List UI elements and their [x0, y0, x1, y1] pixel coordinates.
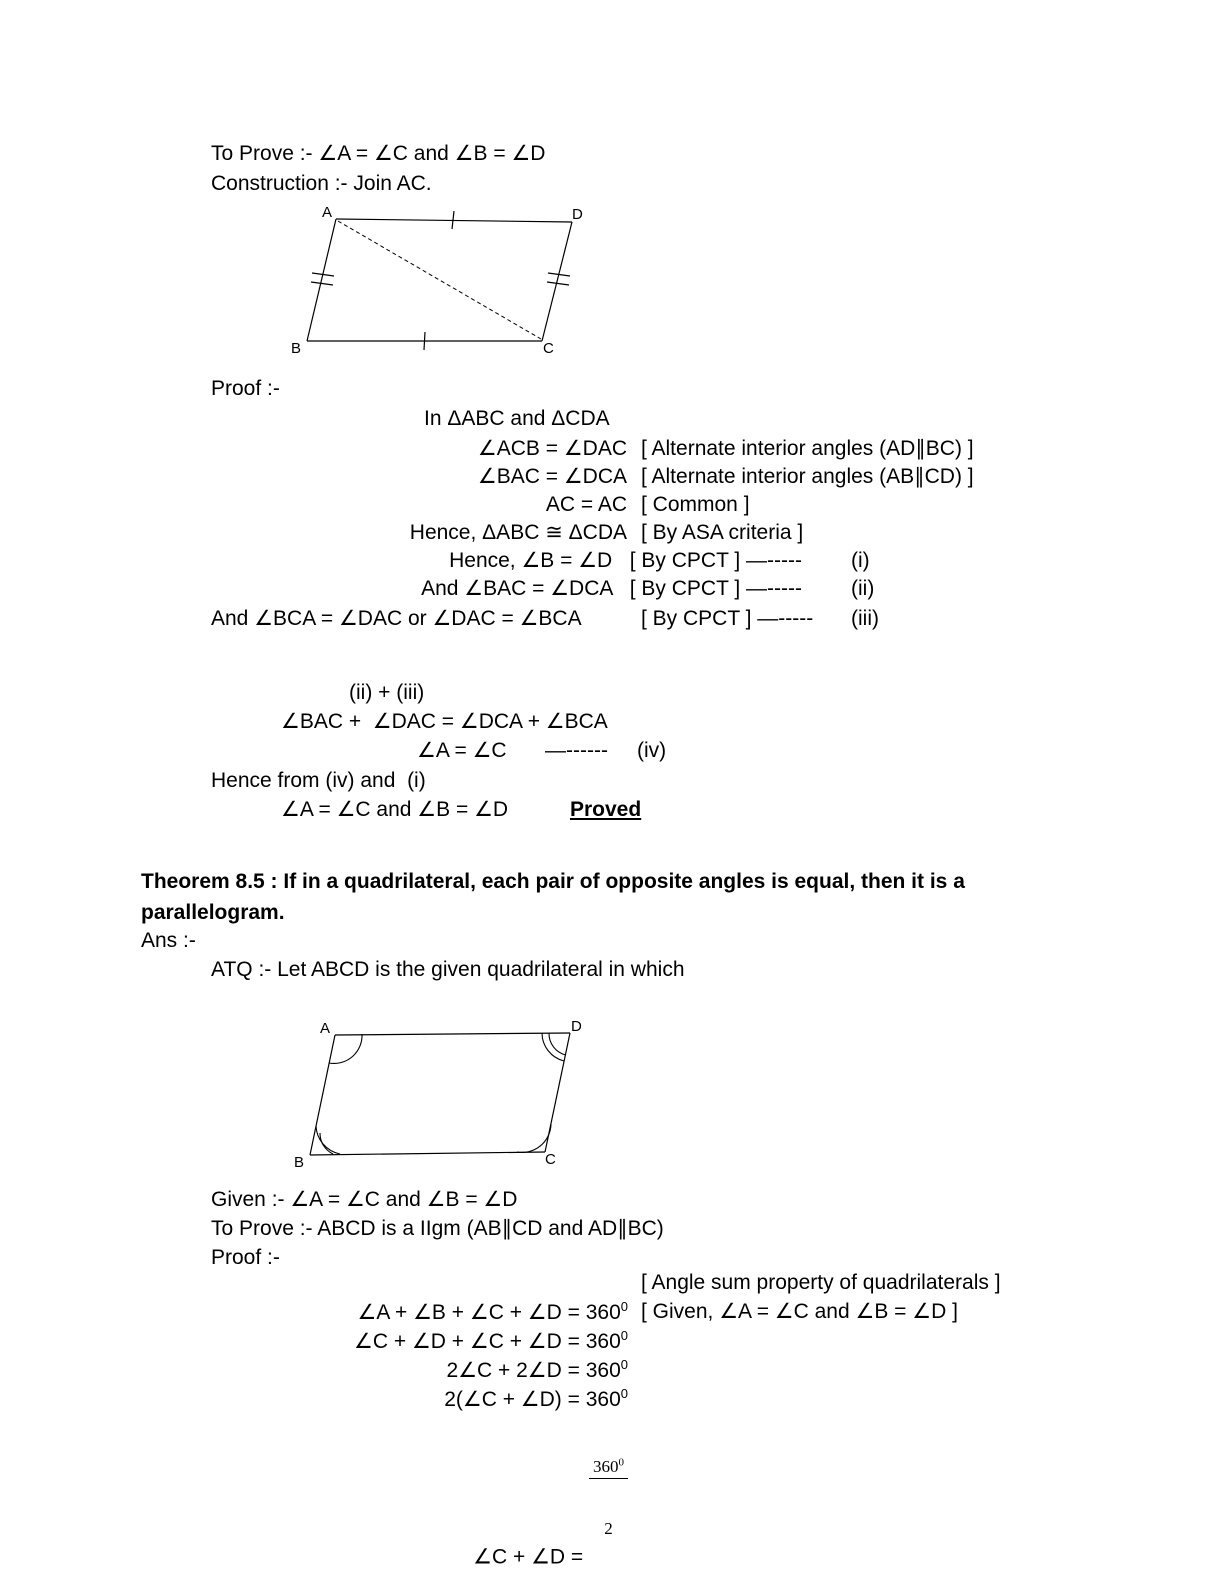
to-prove-line-1: To Prove :- ∠A = ∠C and ∠B = ∠D [211, 142, 546, 165]
figure2-vertex-label-A: A [320, 1020, 331, 1037]
theorem2-reason-2: [ Given, ∠A = ∠C and ∠B = ∠D ] [641, 1300, 958, 1323]
figure1-vertex-label-C: C [543, 340, 554, 357]
fraction-denominator: 2 [604, 1518, 613, 1538]
in-triangles-line: In ΔABC and ΔCDA [424, 407, 610, 430]
proof-reason-7: [ By CPCT ] —----- [641, 607, 814, 630]
figure2-vertex-label-C: C [545, 1151, 556, 1168]
proof-label-2: Proof :- [211, 1246, 280, 1269]
construction-line: Construction :- Join AC. [211, 172, 432, 195]
atq-line: ATQ :- Let ABCD is the given quadrilateral in which [211, 958, 685, 981]
final-result-line: ∠A = ∠C and ∠B = ∠D [281, 798, 509, 821]
theorem-8-5-title: Theorem 8.5 : If in a quadrilateral, each pair of opposite angles is equal, then it is a parallelogram. [141, 870, 965, 924]
ans-label: Ans :- [141, 929, 196, 952]
figure1-vertex-label-A: A [322, 204, 333, 221]
proof-tag-i: (i) [851, 549, 870, 572]
proof-statement-6: And ∠BAC = ∠DCA [ By CPCT ] —----- [421, 577, 802, 600]
proof-tag-iii: (iii) [851, 607, 879, 630]
sum-equation-line: ∠BAC + ∠DAC = ∠DCA + ∠BCA [281, 710, 608, 733]
theorem2-equation-5-text: ∠C + ∠D = [473, 1545, 589, 1569]
figure2-vertex-label-D: D [571, 1018, 582, 1035]
degree-symbol-3: 0 [620, 1357, 628, 1372]
proof-reason-1: [ Alternate interior angles (AD∥BC) ] [641, 437, 974, 460]
degree-symbol-1: 0 [620, 1299, 628, 1314]
proof-reason-2: [ Alternate interior angles (AB∥CD) ] [641, 465, 974, 488]
proof-tag-ii: (ii) [851, 577, 875, 600]
proof-reason-4: [ By ASA criteria ] [641, 521, 804, 544]
sum-label-line: (ii) + (iii) [349, 681, 425, 704]
theorem2-equation-3-text: 2∠C + 2∠D = 360 [446, 1359, 621, 1382]
theorem2-equation-2-text: ∠C + ∠D + ∠C + ∠D = 360 [354, 1330, 621, 1353]
degree-symbol-2: 0 [620, 1328, 628, 1343]
hence-from-line: Hence from (iv) and (i) [211, 769, 426, 792]
figure-parallelogram-with-diagonal [280, 195, 610, 370]
theorem2-equation-1-text: ∠A + ∠B + ∠C + ∠D = 360 [357, 1301, 621, 1324]
result-dash: —------ [545, 739, 608, 762]
fraction-360-over-2 [589, 1418, 628, 1577]
fraction-numerator-value: 360 [593, 1457, 619, 1477]
theorem2-equation-4-text: 2(∠C + ∠D) = 360 [444, 1388, 621, 1411]
proof-statement-7: And ∠BCA = ∠DAC or ∠DAC = ∠BCA [211, 607, 582, 630]
proved-label: Proved [570, 798, 642, 821]
theorem2-equation-5 [250, 1388, 628, 1584]
fraction-numerator [589, 1457, 628, 1479]
proof-reason-3: [ Common ] [641, 493, 750, 516]
theorem2-reason-1: [ Angle sum property of quadrilaterals ] [641, 1271, 1001, 1294]
fraction-numerator-degree: 0 [618, 1456, 624, 1469]
to-prove-line-2: To Prove :- ABCD is a IIgm (AB∥CD and AD∥BC) [211, 1217, 664, 1240]
degree-symbol-4: 0 [620, 1386, 628, 1401]
figure1-vertex-label-B: B [291, 340, 302, 357]
result-equation-line: ∠A = ∠C [417, 739, 507, 762]
figure2-vertex-label-B: B [294, 1154, 305, 1171]
figure-parallelogram-with-angle-arcs [280, 1005, 600, 1175]
proof-label-1: Proof :- [211, 377, 280, 400]
proof-statement-3: AC = AC [545, 493, 627, 516]
proof-statement-4: Hence, ΔABC ≅ ΔCDA [409, 521, 627, 544]
proof-statement-2: ∠BAC = ∠DCA [477, 465, 627, 488]
given-line: Given :- ∠A = ∠C and ∠B = ∠D [211, 1188, 518, 1211]
figure1-vertex-label-D: D [572, 206, 583, 223]
result-tag-iv: (iv) [637, 739, 667, 762]
proof-statement-5: Hence, ∠B = ∠D [ By CPCT ] —----- [449, 549, 802, 572]
proof-statement-1: ∠ACB = ∠DAC [477, 437, 627, 460]
